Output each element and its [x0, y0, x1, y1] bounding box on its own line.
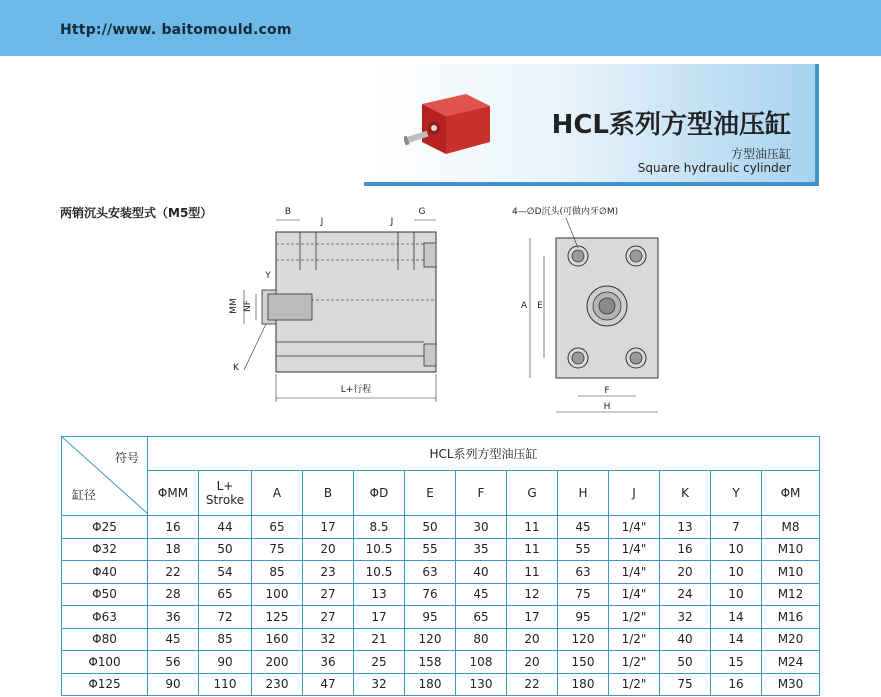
table-cell: 90 [199, 651, 252, 674]
table-cell: 120 [558, 628, 609, 651]
table-cell: 65 [456, 606, 507, 629]
dim-g-label: G [418, 207, 426, 217]
column-header: Y [711, 471, 762, 516]
column-header: E [405, 471, 456, 516]
table-cell: 15 [711, 651, 762, 674]
dim-mm-label: MM [229, 298, 239, 314]
table-cell: 150 [558, 651, 609, 674]
table-cell: 1/2" [609, 651, 660, 674]
table-cell: 27 [303, 583, 354, 606]
table-cell: 1/4" [609, 561, 660, 584]
table-cell: 11 [507, 538, 558, 561]
dim-j2-label: J [390, 217, 394, 227]
table-cell: 108 [456, 651, 507, 674]
table-cell: 25 [354, 651, 405, 674]
table-cell: 63 [558, 561, 609, 584]
product-image [404, 92, 504, 172]
table-cell: 32 [303, 628, 354, 651]
table-cell: 10 [711, 561, 762, 584]
table-cell: 36 [303, 651, 354, 674]
table-cell: M16 [762, 606, 820, 629]
table-cell: 110 [199, 673, 252, 696]
corner-symbol-label: 符号 [114, 451, 139, 465]
column-header: G [507, 471, 558, 516]
column-header: F [456, 471, 507, 516]
dim-stroke-label: L+行程 [340, 385, 372, 395]
table-row [62, 516, 820, 539]
table-cell: 130 [456, 673, 507, 696]
table-cell: 13 [354, 583, 405, 606]
table-cell: 76 [405, 583, 456, 606]
table-cell: 32 [660, 606, 711, 629]
table-cell: 56 [148, 651, 199, 674]
dim-a-label: A [520, 301, 528, 311]
table-cell: 12 [507, 583, 558, 606]
table-cell: 50 [660, 651, 711, 674]
corner-header-cell [62, 437, 148, 516]
table-cell: 65 [199, 583, 252, 606]
table-cell: M30 [762, 673, 820, 696]
table-row [62, 583, 820, 606]
table-cell: 20 [507, 651, 558, 674]
table-cell: 45 [456, 583, 507, 606]
table-cell: 10.5 [354, 538, 405, 561]
subtitle-chinese: 方型油压缸 [730, 147, 791, 161]
counterbore-note: 4—∅D沉头(可做内牙∅M) [512, 207, 619, 217]
table-cell: 14 [711, 628, 762, 651]
table-cell: 125 [252, 606, 303, 629]
top-bar [0, 0, 881, 56]
table-cell: 22 [148, 561, 199, 584]
table-cell: 40 [456, 561, 507, 584]
column-header: A [252, 471, 303, 516]
table-cell: 1/2" [609, 628, 660, 651]
table-cell: 36 [148, 606, 199, 629]
table-cell: 50 [199, 538, 252, 561]
table-cell: 80 [456, 628, 507, 651]
table-cell: 85 [199, 628, 252, 651]
table-cell: 72 [199, 606, 252, 629]
table-cell: 21 [354, 628, 405, 651]
column-header: ΦMM [148, 471, 199, 516]
table-cell: 45 [148, 628, 199, 651]
table-cell: 20 [303, 538, 354, 561]
site-url[interactable]: Http://www. baitomould.com [60, 22, 292, 38]
dim-b-label: B [284, 207, 292, 217]
column-header: ΦM [762, 471, 820, 516]
table-cell: M24 [762, 651, 820, 674]
hero-banner [364, 64, 819, 186]
table-cell: 95 [558, 606, 609, 629]
table-group-header: HCL系列方型油压缸 [148, 437, 820, 471]
bore-cell: Φ25 [62, 516, 148, 539]
table-cell: 47 [303, 673, 354, 696]
table-cell: 95 [405, 606, 456, 629]
column-header: B [303, 471, 354, 516]
table-cell: 63 [405, 561, 456, 584]
table-cell: 14 [711, 606, 762, 629]
bore-cell: Φ63 [62, 606, 148, 629]
table-cell: 75 [252, 538, 303, 561]
table-cell: 7 [711, 516, 762, 539]
column-header: J [609, 471, 660, 516]
table-cell: M10 [762, 561, 820, 584]
table-cell: 28 [148, 583, 199, 606]
corner-bore-label: 缸径 [72, 488, 97, 502]
dim-nf-label: NF [243, 300, 253, 312]
dim-j1-label: J [320, 217, 324, 227]
table-cell: 158 [405, 651, 456, 674]
table-cell: 55 [405, 538, 456, 561]
table-cell: 100 [252, 583, 303, 606]
table-cell: 24 [660, 583, 711, 606]
table-cell: 10.5 [354, 561, 405, 584]
table-cell: 8.5 [354, 516, 405, 539]
bore-cell: Φ50 [62, 583, 148, 606]
table-cell: 20 [507, 628, 558, 651]
bore-cell: Φ80 [62, 628, 148, 651]
mounting-type-label: 两销沉头安装型式（M5型） [60, 206, 213, 220]
column-header: L+ Stroke [199, 471, 252, 516]
table-row [62, 628, 820, 651]
dim-h-label: H [603, 402, 611, 412]
table-cell: 1/4" [609, 583, 660, 606]
table-cell: M20 [762, 628, 820, 651]
spec-table [61, 436, 820, 696]
table-cell: 32 [354, 673, 405, 696]
column-header-row [62, 471, 820, 516]
table-cell: 10 [711, 583, 762, 606]
table-cell: 22 [507, 673, 558, 696]
table-cell: 1/4" [609, 538, 660, 561]
table-cell: 11 [507, 561, 558, 584]
table-cell: 1/4" [609, 516, 660, 539]
table-cell: 180 [405, 673, 456, 696]
table-cell: 120 [405, 628, 456, 651]
table-cell: 35 [456, 538, 507, 561]
table-cell: 85 [252, 561, 303, 584]
table-cell: 27 [303, 606, 354, 629]
table-cell: 20 [660, 561, 711, 584]
table-cell: 180 [558, 673, 609, 696]
table-cell: 17 [507, 606, 558, 629]
table-cell: 16 [711, 673, 762, 696]
table-cell: 17 [303, 516, 354, 539]
table-cell: 90 [148, 673, 199, 696]
column-header: K [660, 471, 711, 516]
table-cell: 55 [558, 538, 609, 561]
table-cell: 11 [507, 516, 558, 539]
table-cell: M8 [762, 516, 820, 539]
dim-e-label: E [537, 301, 543, 311]
table-cell: 65 [252, 516, 303, 539]
column-header: H [558, 471, 609, 516]
bore-cell: Φ32 [62, 538, 148, 561]
table-cell: 50 [405, 516, 456, 539]
table-row [62, 561, 820, 584]
table-cell: 40 [660, 628, 711, 651]
table-cell: 16 [660, 538, 711, 561]
bore-cell: Φ125 [62, 673, 148, 696]
dim-y-label: Y [265, 271, 271, 281]
table-cell: 230 [252, 673, 303, 696]
bore-cell: Φ40 [62, 561, 148, 584]
table-cell: 17 [354, 606, 405, 629]
table-cell: 45 [558, 516, 609, 539]
table-cell: 75 [558, 583, 609, 606]
table-row [62, 538, 820, 561]
table-cell: 16 [148, 516, 199, 539]
table-row [62, 673, 820, 696]
table-cell: 30 [456, 516, 507, 539]
table-row [62, 606, 820, 629]
table-cell: M12 [762, 583, 820, 606]
dim-k-label: K [233, 363, 239, 373]
bore-cell: Φ100 [62, 651, 148, 674]
table-cell: 1/2" [609, 673, 660, 696]
table-cell: 18 [148, 538, 199, 561]
product-title: HCL系列方型油压缸 [551, 110, 791, 140]
table-cell: 23 [303, 561, 354, 584]
table-cell: 1/2" [609, 606, 660, 629]
table-cell: 160 [252, 628, 303, 651]
table-cell: 200 [252, 651, 303, 674]
table-cell: 54 [199, 561, 252, 584]
column-header: ΦD [354, 471, 405, 516]
table-cell: 44 [199, 516, 252, 539]
dim-f-label: F [604, 386, 610, 396]
table-cell: M10 [762, 538, 820, 561]
technical-drawing [0, 196, 881, 426]
subtitle-english: Square hydraulic cylinder [637, 161, 791, 175]
table-cell: 10 [711, 538, 762, 561]
table-row [62, 651, 820, 674]
table-cell: 75 [660, 673, 711, 696]
table-cell: 13 [660, 516, 711, 539]
